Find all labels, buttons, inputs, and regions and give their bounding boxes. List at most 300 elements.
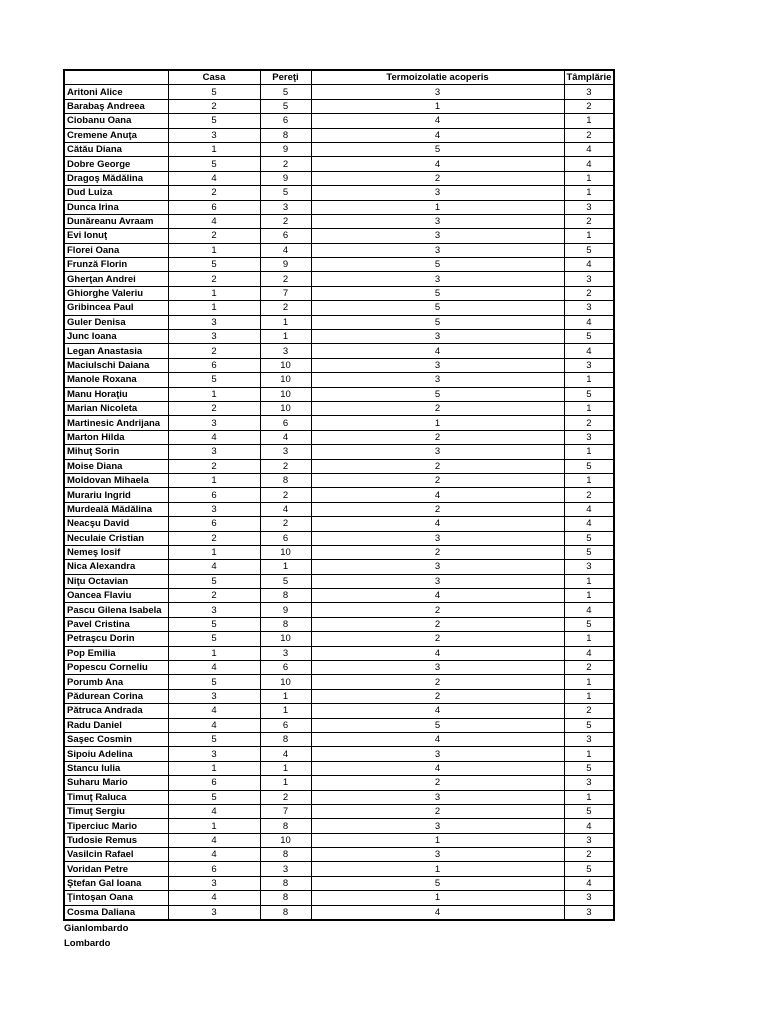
casa-cell: 4 <box>168 430 260 444</box>
student-name-cell: Florei Oana <box>64 243 168 257</box>
tamplarie-cell: 2 <box>564 488 614 502</box>
student-name-cell: Ciobanu Oana <box>64 114 168 128</box>
pereti-cell: 6 <box>260 718 311 732</box>
tamplarie-cell: 2 <box>564 99 614 113</box>
student-name-cell: Dunăreanu Avraam <box>64 214 168 228</box>
student-name-cell: Dud Luiza <box>64 186 168 200</box>
termoizolatie-cell: 2 <box>311 617 564 631</box>
table-row <box>64 430 614 444</box>
student-name-cell: Murdeală Mădălina <box>64 502 168 516</box>
termoizolatie-cell: 2 <box>311 502 564 516</box>
student-name-cell: Ţintoşan Oana <box>64 891 168 905</box>
pereti-cell: 5 <box>260 574 311 588</box>
casa-cell: 1 <box>168 819 260 833</box>
casa-cell: 6 <box>168 358 260 372</box>
casa-cell: 6 <box>168 488 260 502</box>
casa-cell: 1 <box>168 387 260 401</box>
termoizolatie-cell: 2 <box>311 804 564 818</box>
pereti-cell: 7 <box>260 286 311 300</box>
pereti-cell: 3 <box>260 200 311 214</box>
table-row <box>64 200 614 214</box>
pereti-cell: 2 <box>260 272 311 286</box>
casa-cell: 2 <box>168 229 260 243</box>
casa-cell: 3 <box>168 445 260 459</box>
tamplarie-cell: 2 <box>564 128 614 142</box>
student-name-cell: Gherţan Andrei <box>64 272 168 286</box>
casa-cell: 2 <box>168 344 260 358</box>
termoizolatie-cell: 4 <box>311 114 564 128</box>
table-row <box>64 214 614 228</box>
tamplarie-cell: 4 <box>564 819 614 833</box>
termoizolatie-cell: 3 <box>311 373 564 387</box>
tamplarie-cell: 1 <box>564 114 614 128</box>
pereti-cell: 5 <box>260 186 311 200</box>
casa-cell: 2 <box>168 401 260 415</box>
casa-cell: 5 <box>168 85 260 99</box>
pereti-cell: 1 <box>260 704 311 718</box>
pereti-cell: 10 <box>260 358 311 372</box>
termoizolatie-cell: 4 <box>311 761 564 775</box>
footer-name-line-2: Lombardo <box>64 938 111 949</box>
termoizolatie-cell: 3 <box>311 848 564 862</box>
pereti-cell: 8 <box>260 589 311 603</box>
pereti-cell: 2 <box>260 157 311 171</box>
tamplarie-cell: 4 <box>564 646 614 660</box>
header-row <box>64 70 614 85</box>
termoizolatie-cell: 3 <box>311 747 564 761</box>
casa-cell: 2 <box>168 589 260 603</box>
termoizolatie-cell: 1 <box>311 833 564 847</box>
pereti-cell: 10 <box>260 373 311 387</box>
student-name-cell: Vasilcin Rafael <box>64 848 168 862</box>
table-row <box>64 545 614 559</box>
student-name-cell: Evi Ionuţ <box>64 229 168 243</box>
tamplarie-cell: 1 <box>564 401 614 415</box>
tamplarie-cell: 3 <box>564 358 614 372</box>
pereti-cell: 6 <box>260 661 311 675</box>
tamplarie-cell: 5 <box>564 761 614 775</box>
tamplarie-cell: 3 <box>564 732 614 746</box>
pereti-cell: 2 <box>260 790 311 804</box>
student-name-cell: Murariu Ingrid <box>64 488 168 502</box>
pereti-cell: 10 <box>260 387 311 401</box>
table-row <box>64 790 614 804</box>
termoizolatie-cell: 4 <box>311 704 564 718</box>
student-name-cell: Marian Nicoleta <box>64 401 168 415</box>
student-name-cell: Nemeş Iosif <box>64 545 168 559</box>
pereti-cell: 8 <box>260 905 311 920</box>
termoizolatie-cell: 2 <box>311 473 564 487</box>
student-name-cell: Niţu Octavian <box>64 574 168 588</box>
tamplarie-cell: 4 <box>564 315 614 329</box>
pereti-cell: 8 <box>260 473 311 487</box>
student-name-cell: Oancea Flaviu <box>64 589 168 603</box>
termoizolatie-cell: 5 <box>311 387 564 401</box>
header-termoizolatie: Termoizolatie acoperis <box>311 70 564 85</box>
table-row <box>64 445 614 459</box>
pereti-cell: 3 <box>260 646 311 660</box>
pereti-cell: 2 <box>260 517 311 531</box>
tamplarie-cell: 4 <box>564 258 614 272</box>
student-name-cell: Manole Roxana <box>64 373 168 387</box>
student-name-cell: Stancu Iulia <box>64 761 168 775</box>
casa-cell: 3 <box>168 330 260 344</box>
pereti-cell: 3 <box>260 344 311 358</box>
header-name <box>64 70 168 85</box>
student-name-cell: Ştefan Gal Ioana <box>64 876 168 890</box>
student-name-cell: Dragoş Mădălina <box>64 171 168 185</box>
tamplarie-cell: 1 <box>564 229 614 243</box>
casa-cell: 2 <box>168 272 260 286</box>
pereti-cell: 2 <box>260 459 311 473</box>
pereti-cell: 10 <box>260 675 311 689</box>
pereti-cell: 10 <box>260 632 311 646</box>
casa-cell: 1 <box>168 301 260 315</box>
student-name-cell: Dunca Irina <box>64 200 168 214</box>
header-casa: Casa <box>168 70 260 85</box>
pereti-cell: 8 <box>260 848 311 862</box>
casa-cell: 4 <box>168 560 260 574</box>
casa-cell: 1 <box>168 761 260 775</box>
tamplarie-cell: 3 <box>564 301 614 315</box>
pereti-cell: 1 <box>260 761 311 775</box>
table-row <box>64 732 614 746</box>
student-name-cell: Mihuţ Sorin <box>64 445 168 459</box>
termoizolatie-cell: 3 <box>311 214 564 228</box>
termoizolatie-cell: 3 <box>311 85 564 99</box>
termoizolatie-cell: 4 <box>311 517 564 531</box>
tamplarie-cell: 4 <box>564 603 614 617</box>
termoizolatie-cell: 4 <box>311 732 564 746</box>
pereti-cell: 9 <box>260 258 311 272</box>
casa-cell: 1 <box>168 142 260 156</box>
table-row <box>64 243 614 257</box>
tamplarie-cell: 2 <box>564 848 614 862</box>
student-name-cell: Pascu Gilena Isabela <box>64 603 168 617</box>
tamplarie-cell: 3 <box>564 272 614 286</box>
casa-cell: 5 <box>168 574 260 588</box>
tamplarie-cell: 4 <box>564 157 614 171</box>
casa-cell: 5 <box>168 373 260 387</box>
table-row <box>64 560 614 574</box>
table-row <box>64 632 614 646</box>
student-name-cell: Cătău Diana <box>64 142 168 156</box>
table-row <box>64 661 614 675</box>
pereti-cell: 1 <box>260 330 311 344</box>
pereti-cell: 6 <box>260 531 311 545</box>
termoizolatie-cell: 3 <box>311 790 564 804</box>
student-name-cell: Neacşu David <box>64 517 168 531</box>
table-row <box>64 574 614 588</box>
student-name-cell: Pătruca Andrada <box>64 704 168 718</box>
pereti-cell: 1 <box>260 560 311 574</box>
pereti-cell: 5 <box>260 99 311 113</box>
table-row <box>64 704 614 718</box>
pereti-cell: 10 <box>260 833 311 847</box>
tamplarie-cell: 5 <box>564 243 614 257</box>
termoizolatie-cell: 1 <box>311 200 564 214</box>
termoizolatie-cell: 4 <box>311 905 564 920</box>
tamplarie-cell: 4 <box>564 517 614 531</box>
table-row <box>64 401 614 415</box>
termoizolatie-cell: 4 <box>311 589 564 603</box>
student-name-cell: Aritoni Alice <box>64 85 168 99</box>
termoizolatie-cell: 3 <box>311 243 564 257</box>
student-name-cell: Popescu Corneliu <box>64 661 168 675</box>
tamplarie-cell: 5 <box>564 545 614 559</box>
tamplarie-cell: 1 <box>564 790 614 804</box>
table-row <box>64 258 614 272</box>
student-name-cell: Timuţ Sergiu <box>64 804 168 818</box>
table-row <box>64 862 614 876</box>
tamplarie-cell: 2 <box>564 661 614 675</box>
termoizolatie-cell: 2 <box>311 632 564 646</box>
table-row <box>64 833 614 847</box>
tamplarie-cell: 1 <box>564 632 614 646</box>
pereti-cell: 4 <box>260 243 311 257</box>
student-name-cell: Cremene Anuţa <box>64 128 168 142</box>
pereti-cell: 3 <box>260 862 311 876</box>
casa-cell: 3 <box>168 747 260 761</box>
casa-cell: 3 <box>168 905 260 920</box>
termoizolatie-cell: 5 <box>311 258 564 272</box>
student-name-cell: Tiperciuc Mario <box>64 819 168 833</box>
termoizolatie-cell: 5 <box>311 301 564 315</box>
pereti-cell: 9 <box>260 171 311 185</box>
termoizolatie-cell: 3 <box>311 358 564 372</box>
casa-cell: 4 <box>168 718 260 732</box>
termoizolatie-cell: 3 <box>311 229 564 243</box>
pereti-cell: 6 <box>260 416 311 430</box>
casa-cell: 1 <box>168 646 260 660</box>
student-name-cell: Ghiorghe Valeriu <box>64 286 168 300</box>
termoizolatie-cell: 2 <box>311 171 564 185</box>
termoizolatie-cell: 2 <box>311 689 564 703</box>
casa-cell: 3 <box>168 876 260 890</box>
table-row <box>64 315 614 329</box>
casa-cell: 1 <box>168 243 260 257</box>
termoizolatie-cell: 2 <box>311 401 564 415</box>
table-row <box>64 416 614 430</box>
table-row <box>64 85 614 99</box>
termoizolatie-cell: 2 <box>311 675 564 689</box>
casa-cell: 4 <box>168 848 260 862</box>
casa-cell: 4 <box>168 833 260 847</box>
tamplarie-cell: 5 <box>564 459 614 473</box>
student-name-cell: Cosma Daliana <box>64 905 168 920</box>
casa-cell: 6 <box>168 517 260 531</box>
pereti-cell: 6 <box>260 229 311 243</box>
grades-table <box>63 69 615 921</box>
termoizolatie-cell: 1 <box>311 862 564 876</box>
student-name-cell: Timuţ Raluca <box>64 790 168 804</box>
termoizolatie-cell: 3 <box>311 186 564 200</box>
termoizolatie-cell: 2 <box>311 430 564 444</box>
termoizolatie-cell: 4 <box>311 488 564 502</box>
table-row <box>64 819 614 833</box>
casa-cell: 2 <box>168 99 260 113</box>
pereti-cell: 4 <box>260 502 311 516</box>
table-row <box>64 358 614 372</box>
tamplarie-cell: 1 <box>564 589 614 603</box>
pereti-cell: 10 <box>260 545 311 559</box>
student-name-cell: Pădurean Corina <box>64 689 168 703</box>
table-row <box>64 804 614 818</box>
table-row <box>64 128 614 142</box>
table-row <box>64 502 614 516</box>
termoizolatie-cell: 5 <box>311 142 564 156</box>
casa-cell: 5 <box>168 258 260 272</box>
tamplarie-cell: 5 <box>564 862 614 876</box>
casa-cell: 5 <box>168 790 260 804</box>
tamplarie-cell: 1 <box>564 445 614 459</box>
casa-cell: 5 <box>168 632 260 646</box>
table-row <box>64 617 614 631</box>
tamplarie-cell: 4 <box>564 344 614 358</box>
table-row <box>64 848 614 862</box>
table-row <box>64 459 614 473</box>
table-row <box>64 876 614 890</box>
student-name-cell: Porumb Ana <box>64 675 168 689</box>
pereti-cell: 1 <box>260 776 311 790</box>
tamplarie-cell: 1 <box>564 574 614 588</box>
tamplarie-cell: 3 <box>564 776 614 790</box>
student-name-cell: Pavel Cristina <box>64 617 168 631</box>
tamplarie-cell: 5 <box>564 330 614 344</box>
casa-cell: 2 <box>168 186 260 200</box>
tamplarie-cell: 1 <box>564 171 614 185</box>
student-name-cell: Nica Alexandra <box>64 560 168 574</box>
table-row <box>64 344 614 358</box>
termoizolatie-cell: 5 <box>311 876 564 890</box>
tamplarie-cell: 3 <box>564 891 614 905</box>
casa-cell: 4 <box>168 891 260 905</box>
pereti-cell: 9 <box>260 142 311 156</box>
casa-cell: 1 <box>168 545 260 559</box>
student-name-cell: Maciulschi Daiana <box>64 358 168 372</box>
tamplarie-cell: 3 <box>564 833 614 847</box>
table-row <box>64 301 614 315</box>
table-row <box>64 286 614 300</box>
tamplarie-cell: 3 <box>564 560 614 574</box>
student-name-cell: Marton Hilda <box>64 430 168 444</box>
student-name-cell: Manu Horaţiu <box>64 387 168 401</box>
pereti-cell: 8 <box>260 128 311 142</box>
casa-cell: 5 <box>168 617 260 631</box>
tamplarie-cell: 3 <box>564 200 614 214</box>
table-row <box>64 272 614 286</box>
table-row <box>64 531 614 545</box>
pereti-cell: 7 <box>260 804 311 818</box>
table-row <box>64 373 614 387</box>
tamplarie-cell: 1 <box>564 689 614 703</box>
pereti-cell: 8 <box>260 819 311 833</box>
student-name-cell: Sipoiu Adelina <box>64 747 168 761</box>
student-name-cell: Guler Denisa <box>64 315 168 329</box>
student-name-cell: Radu Daniel <box>64 718 168 732</box>
casa-cell: 2 <box>168 531 260 545</box>
tamplarie-cell: 4 <box>564 142 614 156</box>
student-name-cell: Martinesic Andrijana <box>64 416 168 430</box>
termoizolatie-cell: 3 <box>311 560 564 574</box>
table-row <box>64 99 614 113</box>
tamplarie-cell: 2 <box>564 214 614 228</box>
casa-cell: 4 <box>168 704 260 718</box>
casa-cell: 5 <box>168 732 260 746</box>
table-row <box>64 330 614 344</box>
tamplarie-cell: 3 <box>564 905 614 920</box>
student-name-cell: Saşec Cosmin <box>64 732 168 746</box>
tamplarie-cell: 4 <box>564 502 614 516</box>
table-row <box>64 675 614 689</box>
termoizolatie-cell: 2 <box>311 603 564 617</box>
pereti-cell: 2 <box>260 301 311 315</box>
pereti-cell: 3 <box>260 445 311 459</box>
termoizolatie-cell: 4 <box>311 157 564 171</box>
casa-cell: 2 <box>168 459 260 473</box>
casa-cell: 3 <box>168 416 260 430</box>
tamplarie-cell: 5 <box>564 804 614 818</box>
tamplarie-cell: 1 <box>564 473 614 487</box>
pereti-cell: 4 <box>260 747 311 761</box>
casa-cell: 4 <box>168 661 260 675</box>
tamplarie-cell: 2 <box>564 416 614 430</box>
student-name-cell: Petraşcu Dorin <box>64 632 168 646</box>
termoizolatie-cell: 4 <box>311 128 564 142</box>
casa-cell: 6 <box>168 200 260 214</box>
pereti-cell: 8 <box>260 617 311 631</box>
table-row <box>64 114 614 128</box>
student-name-cell: Moise Diana <box>64 459 168 473</box>
termoizolatie-cell: 1 <box>311 416 564 430</box>
tamplarie-cell: 1 <box>564 675 614 689</box>
table-row <box>64 776 614 790</box>
table-row <box>64 186 614 200</box>
table-row <box>64 646 614 660</box>
student-name-cell: Junc Ioana <box>64 330 168 344</box>
pereti-cell: 5 <box>260 85 311 99</box>
termoizolatie-cell: 4 <box>311 646 564 660</box>
casa-cell: 1 <box>168 286 260 300</box>
tamplarie-cell: 3 <box>564 85 614 99</box>
casa-cell: 4 <box>168 804 260 818</box>
tamplarie-cell: 2 <box>564 704 614 718</box>
tamplarie-cell: 4 <box>564 876 614 890</box>
student-name-cell: Tudosie Remus <box>64 833 168 847</box>
table-row <box>64 387 614 401</box>
casa-cell: 3 <box>168 315 260 329</box>
student-name-cell: Frunză Florin <box>64 258 168 272</box>
table-row <box>64 517 614 531</box>
casa-cell: 5 <box>168 157 260 171</box>
student-name-cell: Legan Anastasia <box>64 344 168 358</box>
tamplarie-cell: 1 <box>564 373 614 387</box>
casa-cell: 4 <box>168 214 260 228</box>
header-tamplarie: Tâmplărie <box>564 70 614 85</box>
termoizolatie-cell: 3 <box>311 272 564 286</box>
pereti-cell: 2 <box>260 488 311 502</box>
termoizolatie-cell: 1 <box>311 99 564 113</box>
tamplarie-cell: 2 <box>564 286 614 300</box>
casa-cell: 5 <box>168 114 260 128</box>
tamplarie-cell: 3 <box>564 430 614 444</box>
tamplarie-cell: 5 <box>564 718 614 732</box>
table-row <box>64 473 614 487</box>
casa-cell: 6 <box>168 776 260 790</box>
termoizolatie-cell: 3 <box>311 445 564 459</box>
student-name-cell: Gribincea Paul <box>64 301 168 315</box>
pereti-cell: 1 <box>260 315 311 329</box>
